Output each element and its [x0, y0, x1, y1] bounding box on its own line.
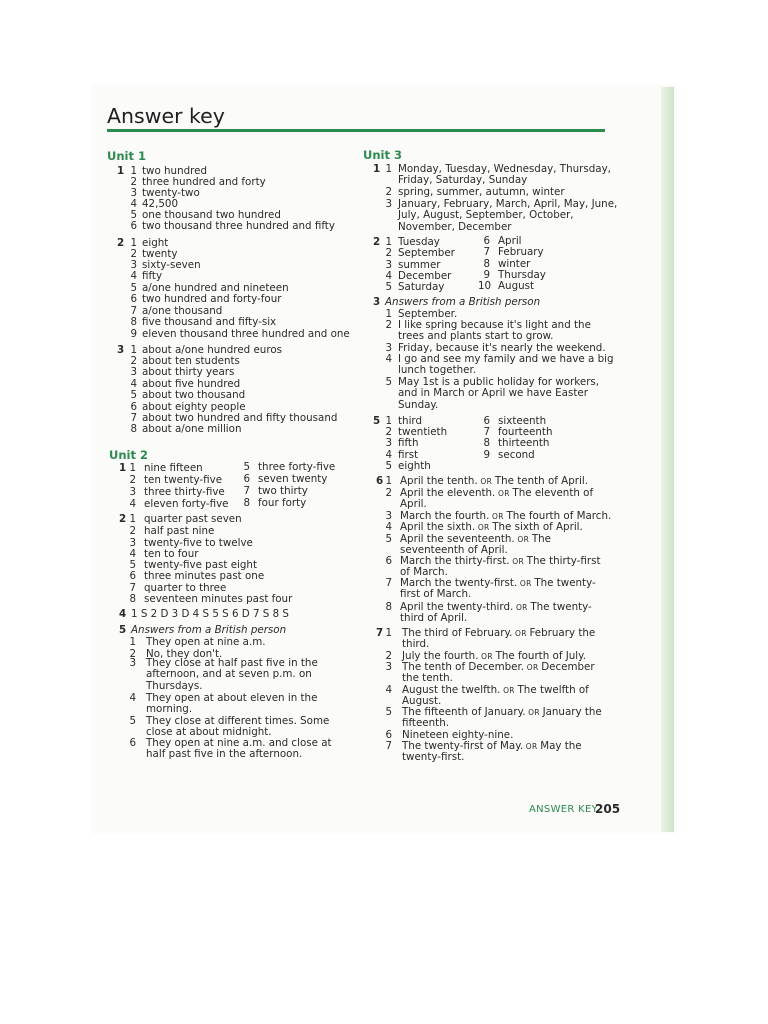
list-item: twentieth	[398, 426, 448, 438]
item-number: 6	[243, 473, 250, 485]
list-item: third	[398, 415, 423, 427]
exercise-label: Answers from a British person	[385, 296, 541, 308]
list-item: ten twenty-five	[144, 474, 223, 486]
item-number: 2	[130, 248, 137, 260]
list-item	[402, 707, 612, 730]
alternative-text: The sixth of April.	[492, 521, 583, 533]
or-label: OR	[475, 523, 493, 532]
list-item: seventeen minutes past four	[144, 593, 293, 605]
item-number: 1	[385, 236, 392, 248]
or-label: OR	[525, 708, 543, 717]
item-number: 5	[130, 389, 137, 401]
item-number: 1	[385, 163, 392, 175]
answer-text: March the thirty-first.	[400, 555, 510, 567]
alternative-text: The eleventh of April.	[400, 487, 594, 511]
item-number: 4	[129, 692, 136, 704]
exercise-number: 5	[119, 624, 127, 636]
or-label: OR	[517, 579, 535, 588]
page-title: Answer key	[107, 104, 225, 128]
item-number: 4	[385, 684, 392, 696]
item-number: 1	[385, 627, 392, 639]
item-number: 1	[385, 475, 392, 487]
alternative-text: The tenth of April.	[494, 475, 588, 487]
item-number: 1	[385, 308, 392, 320]
answer-text: April the seventeenth.	[400, 533, 515, 545]
list-item: about ten students	[142, 355, 240, 367]
item-number: 5	[130, 209, 137, 221]
alternative-text: December the tenth.	[402, 661, 595, 685]
list-item: spring, summer, autumn, winter	[398, 186, 565, 198]
answer-text: The fifteenth of January.	[402, 706, 526, 718]
item-number: 4	[385, 353, 392, 365]
item-number: 8	[483, 437, 490, 449]
item-number: 9	[483, 269, 490, 281]
list-item: They open at nine a.m.	[146, 636, 266, 648]
list-item: February	[498, 246, 544, 258]
exercise-number: 5	[373, 415, 381, 427]
list-item: summer	[398, 259, 441, 271]
list-item: two thousand three hundred and fifty	[142, 220, 335, 232]
list-item	[400, 476, 612, 487]
alternative-text: The twenty-third of April.	[400, 601, 592, 625]
or-label: OR	[495, 489, 513, 498]
list-item: ten to four	[144, 548, 199, 560]
alternative-text: The fourth of March.	[506, 510, 612, 522]
list-item: a/one hundred and nineteen	[142, 282, 289, 294]
item-number: 2	[129, 648, 136, 660]
alternative-text: The twelfth of August.	[402, 684, 589, 708]
answer-text: April the eleventh.	[400, 487, 496, 499]
item-number: 1	[130, 344, 137, 356]
list-item: three thirty-five	[144, 486, 225, 498]
item-number: 7	[483, 426, 490, 438]
alternative-text: January the fifteenth.	[402, 706, 602, 730]
item-number: 1	[129, 636, 136, 648]
item-number: 2	[129, 525, 136, 537]
footer-label: ANSWER KEY	[529, 804, 598, 815]
answer-text: August the twelfth.	[402, 684, 501, 696]
list-item: Friday, because it's nearly the weekend.	[398, 342, 606, 354]
item-number: 6	[130, 220, 137, 232]
list-item: about a/one million	[142, 423, 242, 435]
list-item: August	[498, 280, 535, 292]
item-number: 2	[385, 487, 392, 499]
item-number: 2	[385, 186, 392, 198]
answer-text: The tenth of December.	[402, 661, 525, 673]
item-number: 10	[478, 280, 492, 292]
list-item: quarter to three	[144, 582, 227, 594]
item-number: 8	[243, 497, 250, 509]
item-number: 7	[385, 740, 392, 752]
list-item: about thirty years	[142, 366, 235, 378]
item-number: 9	[483, 449, 490, 461]
item-number: 3	[129, 657, 136, 669]
item-number: 2	[385, 650, 392, 662]
page-edge-strip	[661, 87, 674, 832]
exercise-number: 3	[373, 296, 381, 308]
answer-text: March the twenty-first.	[400, 577, 518, 589]
list-item: 42,500	[142, 198, 179, 210]
item-number: 3	[130, 366, 137, 378]
item-number: 4	[385, 270, 392, 282]
list-item: They close at half past five in the afternoon, and at seven p.m. on Thursdays.	[146, 657, 318, 692]
item-number: 2	[385, 247, 392, 259]
item-number: 5	[129, 559, 136, 571]
alternative-text: The thirty-first of March.	[400, 555, 601, 579]
item-number: 7	[243, 485, 250, 497]
or-label: OR	[513, 603, 531, 612]
title-rule	[107, 129, 605, 132]
item-number: 3	[385, 198, 392, 210]
list-item: twenty-five past eight	[144, 559, 257, 571]
list-item: about two hundred and fifty thousand	[142, 412, 338, 424]
item-number: 1	[129, 513, 136, 525]
list-item: I go and see my family and we have a big lunch together.	[398, 353, 614, 377]
list-item: two hundred and forty-four	[142, 293, 282, 305]
list-item	[402, 662, 612, 685]
item-number: 4	[385, 449, 392, 461]
item-number: 3	[385, 259, 392, 271]
item-number: 3	[130, 187, 137, 199]
item-number: 4	[130, 378, 137, 390]
item-number: 7	[130, 305, 137, 317]
list-item: winter	[498, 258, 531, 270]
unit-heading: Unit 1	[107, 149, 146, 163]
item-number: 2	[385, 319, 392, 331]
item-number: 5	[385, 376, 392, 388]
list-item: about a/one hundred euros	[142, 344, 282, 356]
list-item: about eighty people	[142, 401, 246, 413]
list-item: thirteenth	[498, 437, 550, 449]
item-number: 6	[385, 729, 392, 741]
list-item: No, they don't.	[146, 648, 223, 660]
item-number: 3	[385, 661, 392, 673]
list-item: nine fifteen	[144, 462, 203, 474]
list-item: three hundred and forty	[142, 176, 266, 188]
item-number: 3	[130, 259, 137, 271]
list-item: Tuesday	[398, 236, 440, 248]
list-item	[400, 602, 612, 625]
exercise-number: 1	[119, 462, 127, 474]
item-number: 1	[385, 415, 392, 427]
list-item: They open at nine a.m. and close at half past five in the afternoon.	[146, 737, 332, 761]
item-number: 6	[483, 235, 490, 247]
item-number: 4	[129, 498, 136, 510]
or-label: OR	[512, 629, 530, 638]
list-item	[402, 741, 612, 764]
exercise-number: 2	[119, 513, 127, 525]
or-label: OR	[478, 652, 496, 661]
list-item: two thirty	[258, 485, 308, 497]
item-number: 4	[130, 270, 137, 282]
answer-text: July the fourth.	[402, 650, 479, 662]
or-label: OR	[509, 557, 527, 566]
answer-text: April the twenty-third.	[400, 601, 514, 613]
exercise-number: 1	[373, 163, 381, 175]
answer-text: March the fourth.	[400, 510, 490, 522]
item-number: 2	[385, 426, 392, 438]
item-number: 4	[385, 521, 392, 533]
list-item: half past nine	[144, 525, 215, 537]
list-item: They close at different times. Some close at about midnight.	[146, 715, 330, 739]
list-item: September.	[398, 308, 458, 320]
list-item: They open at about eleven in the morning.	[146, 692, 318, 716]
alternative-text: The seventeenth of April.	[400, 533, 551, 557]
list-item	[400, 488, 612, 511]
or-label: OR	[514, 535, 532, 544]
or-label: OR	[524, 663, 542, 672]
list-item: January, February, March, April, May, June, July, August, September, October, November, December	[398, 198, 618, 233]
list-item: eight	[142, 237, 169, 249]
exercise-number: 1	[117, 165, 125, 177]
list-item: about five hundred	[142, 378, 241, 390]
list-item: about two thousand	[142, 389, 246, 401]
item-number: 1	[130, 237, 137, 249]
item-number: 6	[483, 415, 490, 427]
answer-text: The third of February.	[402, 627, 513, 639]
item-number: 2	[130, 176, 137, 188]
item-number: 3	[129, 537, 136, 549]
unit-heading: Unit 2	[109, 448, 148, 462]
item-number: 8	[385, 601, 392, 613]
exercise-number: 4	[119, 608, 127, 620]
item-number: 5	[243, 461, 250, 473]
list-item: two hundred	[142, 165, 208, 177]
or-label: OR	[500, 686, 518, 695]
answer-text: April the tenth.	[400, 475, 478, 487]
item-number: 7	[483, 246, 490, 258]
item-number: 1	[130, 165, 137, 177]
item-number: 5	[385, 460, 392, 472]
item-number: 3	[385, 510, 392, 522]
item-number: 2	[130, 355, 137, 367]
exercise-number: 2	[373, 236, 381, 248]
list-item: Monday, Tuesday, Wednesday, Thursday, Friday, Saturday, Sunday	[398, 163, 611, 187]
page-number: 205	[595, 802, 621, 816]
or-label: OR	[489, 512, 507, 521]
item-number: 2	[129, 474, 136, 486]
list-item: five thousand and fifty-six	[142, 316, 277, 328]
list-item: twenty-five to twelve	[144, 537, 253, 549]
item-number: 6	[129, 570, 136, 582]
list-item: May 1st is a public holiday for workers, and in March or April we have Easter Sunday.	[398, 376, 600, 411]
list-item: fifty	[142, 270, 163, 282]
list-item: quarter past seven	[144, 513, 242, 525]
list-item: eighth	[398, 460, 431, 472]
item-number: 8	[130, 316, 137, 328]
exercise-label: Answers from a British person	[131, 624, 287, 636]
list-item: second	[498, 449, 535, 461]
answers-line: 1 S 2 D 3 D 4 S 5 S 6 D 7 S 8 S	[131, 608, 289, 620]
list-item: four forty	[258, 497, 307, 509]
item-number: 7	[130, 412, 137, 424]
item-number: 3	[385, 437, 392, 449]
list-item: Thursday	[498, 269, 546, 281]
list-item: April	[498, 235, 522, 247]
item-number: 7	[129, 582, 136, 594]
list-item: fifth	[398, 437, 419, 449]
item-number: 4	[129, 548, 136, 560]
alternative-text: The fourth of July.	[495, 650, 587, 662]
or-label: OR	[477, 477, 495, 486]
item-number: 6	[385, 555, 392, 567]
item-number: 5	[385, 533, 392, 545]
alternative-text: May the twenty-first.	[402, 740, 582, 764]
list-item	[402, 628, 612, 651]
list-item: I like spring because it's light and the trees and plants start to grow.	[398, 319, 591, 343]
exercise-number: 3	[117, 344, 125, 356]
item-number: 5	[129, 715, 136, 727]
list-item: twenty	[142, 248, 178, 260]
list-item: December	[398, 270, 452, 282]
list-item: Saturday	[398, 281, 445, 293]
list-item: three forty-five	[258, 461, 336, 473]
item-number: 3	[129, 486, 136, 498]
list-item: sixteenth	[498, 415, 547, 427]
item-number: 6	[130, 293, 137, 305]
item-number: 5	[130, 282, 137, 294]
list-item: eleven forty-five	[144, 498, 229, 510]
item-number: 8	[130, 423, 137, 435]
answer-text: The twenty-first of May.	[402, 740, 524, 752]
list-item: seven twenty	[258, 473, 328, 485]
list-item: first	[398, 449, 419, 461]
list-item: three minutes past one	[144, 570, 265, 582]
item-number: 4	[130, 198, 137, 210]
list-item: eleven thousand three hundred and one	[142, 328, 350, 340]
list-item: sixty-seven	[142, 259, 201, 271]
list-item: fourteenth	[498, 426, 553, 438]
answer-text: Nineteen eighty-nine.	[402, 729, 514, 741]
item-number: 6	[129, 737, 136, 749]
list-item	[400, 534, 612, 557]
unit-heading: Unit 3	[363, 148, 402, 162]
alternative-text: February the third.	[402, 627, 596, 651]
item-number: 9	[130, 328, 137, 340]
item-number: 5	[385, 281, 392, 293]
item-number: 1	[129, 462, 136, 474]
list-item: September	[398, 247, 455, 259]
list-item	[400, 578, 612, 601]
list-item	[400, 556, 612, 579]
alternative-text: The twenty-first of March.	[400, 577, 596, 601]
list-item: twenty-two	[142, 187, 200, 199]
list-item	[402, 685, 612, 708]
item-number: 8	[129, 593, 136, 605]
answer-text: April the sixth.	[400, 521, 476, 533]
item-number: 8	[483, 258, 490, 270]
exercise-number: 2	[117, 237, 125, 249]
exercise-number: 6	[376, 475, 384, 487]
item-number: 7	[385, 577, 392, 589]
item-number: 3	[385, 342, 392, 354]
list-item: one thousand two hundred	[142, 209, 281, 221]
list-item: a/one thousand	[142, 305, 223, 317]
exercise-number: 7	[376, 627, 384, 639]
or-label: OR	[523, 742, 541, 751]
item-number: 6	[130, 401, 137, 413]
item-number: 5	[385, 706, 392, 718]
list-item	[400, 522, 612, 533]
